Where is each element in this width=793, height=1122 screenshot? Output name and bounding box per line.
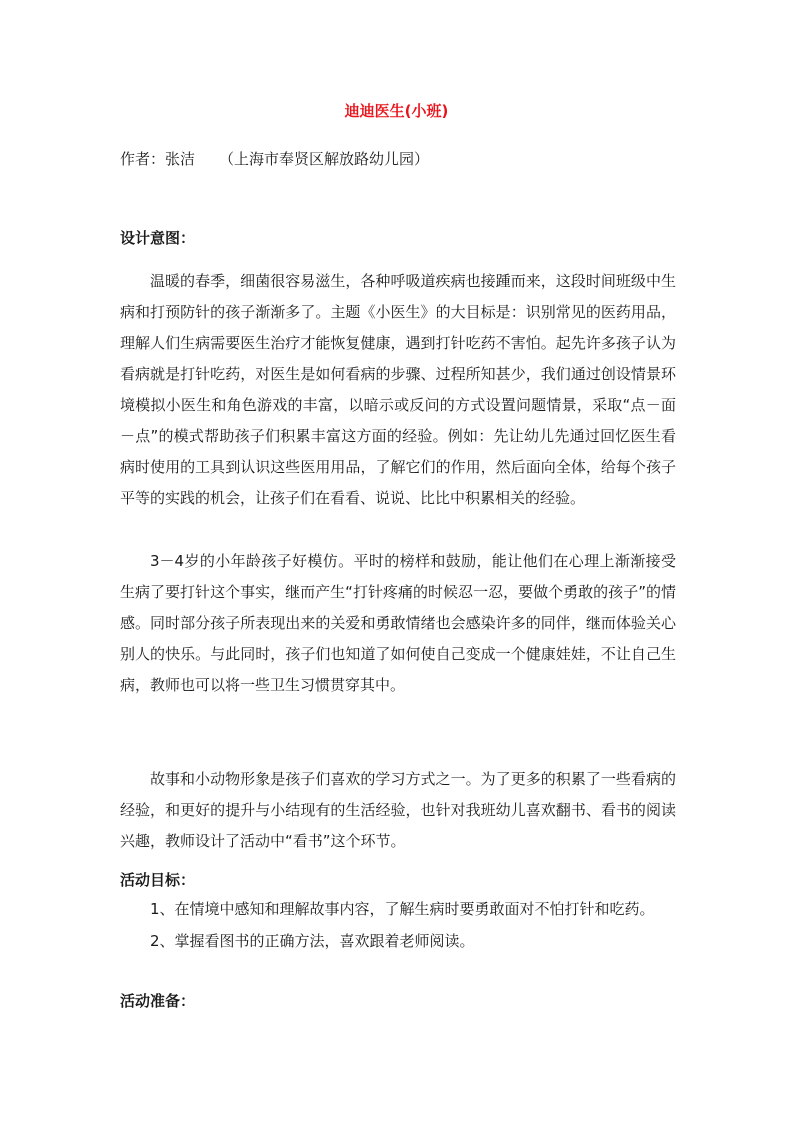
design-intent-heading: 设计意图： xyxy=(120,229,196,247)
activity-prep-heading: 活动准备： xyxy=(120,992,196,1010)
design-paragraph-2: 3－4岁的小年龄孩子好模仿。平时的榜样和鼓励，能让他们在心理上渐渐接受生病了要打针这个事实，继而产生“打针疼痛的时候忍一忍，要做个勇敢的孩子”的情感。同时部分孩子所表现出来的关爱和勇敢情绪也会感染许多的同伴，继而体验关心别人的快乐。与此同时，孩子们也知道了如何使自己变成一个健康娃娃，不让自己生病，教师也可以将一些卫生习惯贯穿其中。 xyxy=(120,552,676,694)
author-line xyxy=(120,147,429,171)
author-organization: （上海市奉贤区解放路幼儿园） xyxy=(219,150,430,168)
activity-goals-heading: 活动目标： xyxy=(120,871,196,889)
goal-item-2: 2、掌握看图书的正确方法，喜欢跟着老师阅读。 xyxy=(150,932,475,950)
design-paragraph-1: 温暖的春季，细菌很容易滋生，各种呼吸道疾病也接踵而来，这段时间班级中生病和打预防针的孩子渐渐多了。主题《小医生》的大目标是：识别常见的医药用品，理解人们生病需要医生治疗才能恢复健康，遇到打针吃药不害怕。起先许多孩子认为看病就是打针吃药，对医生是如何看病的步骤、过程所知甚少，我们通过创设情景环境模拟小医生和角色游戏的丰富，以暗示或反问的方式设置问题情景，采取“点－面－点”的模式帮助孩子们积累丰富这方面的经验。例如：先让幼儿先通过回忆医生看病时使用的工具到认识这些医用用品，了解它们的作用，然后面向全体，给每个孩子平等的实践的机会，让孩子们在看看、说说、比比中积累相关的经验。 xyxy=(120,272,676,507)
goal-item-1: 1、在情境中感知和理解故事内容，了解生病时要勇敢面对不怕打针和吃药。 xyxy=(150,900,655,918)
design-paragraph-3: 故事和小动物形象是孩子们喜欢的学习方式之一。为了更多的积累了一些看病的经验，和更好的提升与小结现有的生活经验，也针对我班幼儿喜欢翻书、看书的阅读兴趣，教师设计了活动中“看书”这个环节。 xyxy=(120,770,676,850)
author-name: 作者：张洁 xyxy=(120,150,196,168)
document-title: 迪迪医生(小班) xyxy=(344,102,449,120)
